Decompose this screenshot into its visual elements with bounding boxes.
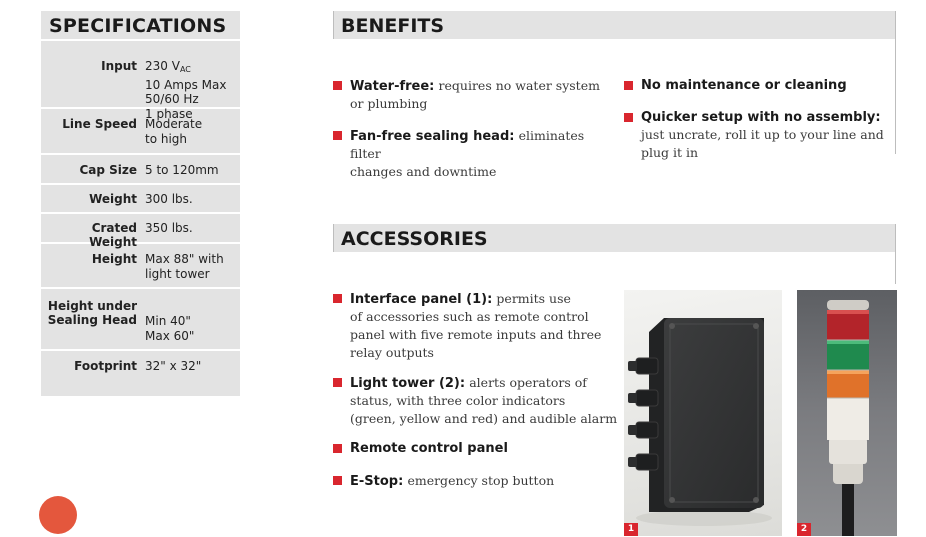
- accessory-desc: (green, yellow and red) and audible alarm: [350, 411, 618, 426]
- benefits-title: BENEFITS: [333, 11, 896, 39]
- accessory-label: E-Stop:: [350, 474, 404, 489]
- photo-number-badge: 1: [624, 523, 638, 536]
- benefit-desc: just uncrate, roll it up to your line and: [641, 127, 884, 142]
- accessory-desc: of accessories such as remote control: [350, 309, 589, 324]
- benefit-desc: changes and downtime: [350, 164, 497, 179]
- divider: [895, 224, 896, 284]
- accessory-desc: permits use: [496, 291, 571, 306]
- accessory-desc: relay outputs: [350, 345, 434, 360]
- bullet-square-icon: [333, 81, 342, 90]
- bullet-square-icon: [333, 476, 342, 485]
- spec-value: 300 lbs.: [145, 192, 193, 206]
- bullet-square-icon: [624, 113, 633, 122]
- specifications-title: SPECIFICATIONS: [41, 11, 240, 41]
- benefit-label: No maintenance or cleaning: [641, 78, 847, 93]
- spec-value: Moderate to high: [145, 117, 203, 146]
- spec-label: Height: [91, 252, 137, 266]
- spec-value: 5 to 120mm: [145, 163, 219, 177]
- benefit-desc: or plumbing: [350, 96, 428, 111]
- spec-label: Footprint: [74, 359, 137, 373]
- specifications-panel: [41, 11, 240, 396]
- benefit-label: Water-free:: [350, 79, 435, 94]
- spec-row-height-under-sealing-head: [41, 289, 240, 351]
- benefit-label: Fan-free sealing head:: [350, 129, 515, 144]
- bullet-square-icon: [333, 444, 342, 453]
- spec-value: 32" x 32": [145, 359, 202, 373]
- spec-row-footprint: [41, 351, 240, 383]
- spec-row-cap-size: [41, 155, 240, 185]
- spec-value: Min 40" Max 60": [145, 314, 195, 343]
- spec-row-crated-weight: [41, 214, 240, 249]
- benefit-desc: plug it in: [641, 145, 699, 160]
- accessories-title: ACCESSORIES: [333, 224, 896, 252]
- benefit-desc: requires no water system: [438, 78, 600, 93]
- divider: [333, 11, 334, 39]
- spec-row-height: [41, 244, 240, 289]
- divider: [333, 224, 334, 252]
- bullet-square-icon: [333, 378, 342, 387]
- decorative-dot: [39, 496, 77, 534]
- spec-value: 350 lbs.: [145, 221, 193, 235]
- interface-panel-box-illustration: [624, 290, 782, 536]
- benefit-label: Quicker setup with no assembly:: [641, 110, 881, 125]
- spec-row-line-speed: [41, 109, 240, 155]
- spec-label: Cap Size: [79, 163, 137, 177]
- light-tower-photo: [797, 290, 897, 536]
- spec-label: Line Speed: [62, 117, 137, 131]
- spec-row-weight: [41, 185, 240, 214]
- benefit-desc: eliminates filter: [350, 128, 585, 161]
- bullet-square-icon: [333, 131, 342, 140]
- divider: [895, 11, 896, 154]
- spec-label: Height under Sealing Head: [47, 299, 137, 327]
- accessory-desc: emergency stop button: [407, 473, 555, 488]
- spec-label: Crated Weight: [89, 221, 137, 249]
- spec-label: Input: [101, 59, 137, 73]
- bullet-square-icon: [624, 81, 633, 90]
- accessory-label: Light tower (2):: [350, 376, 466, 391]
- spec-value: Max 88" with light tower: [145, 252, 224, 281]
- accessory-desc: panel with five remote inputs and three: [350, 327, 602, 342]
- light-tower-illustration: [797, 290, 897, 536]
- spec-value: 230 $V_{AC}$ 10 Amps Max 50/60 Hz 1 phase: [145, 59, 227, 121]
- accessory-label: Interface panel (1):: [350, 292, 493, 307]
- bullet-square-icon: [333, 294, 342, 303]
- accessory-desc: alerts operators of: [469, 375, 587, 390]
- photo-number-badge: 2: [797, 523, 811, 536]
- spec-row-input: [41, 41, 240, 121]
- interface-panel-photo: [624, 290, 782, 536]
- spec-label: Weight: [89, 192, 137, 206]
- accessory-label: Remote control panel: [350, 441, 508, 456]
- accessory-desc: status, with three color indicators: [350, 393, 566, 408]
